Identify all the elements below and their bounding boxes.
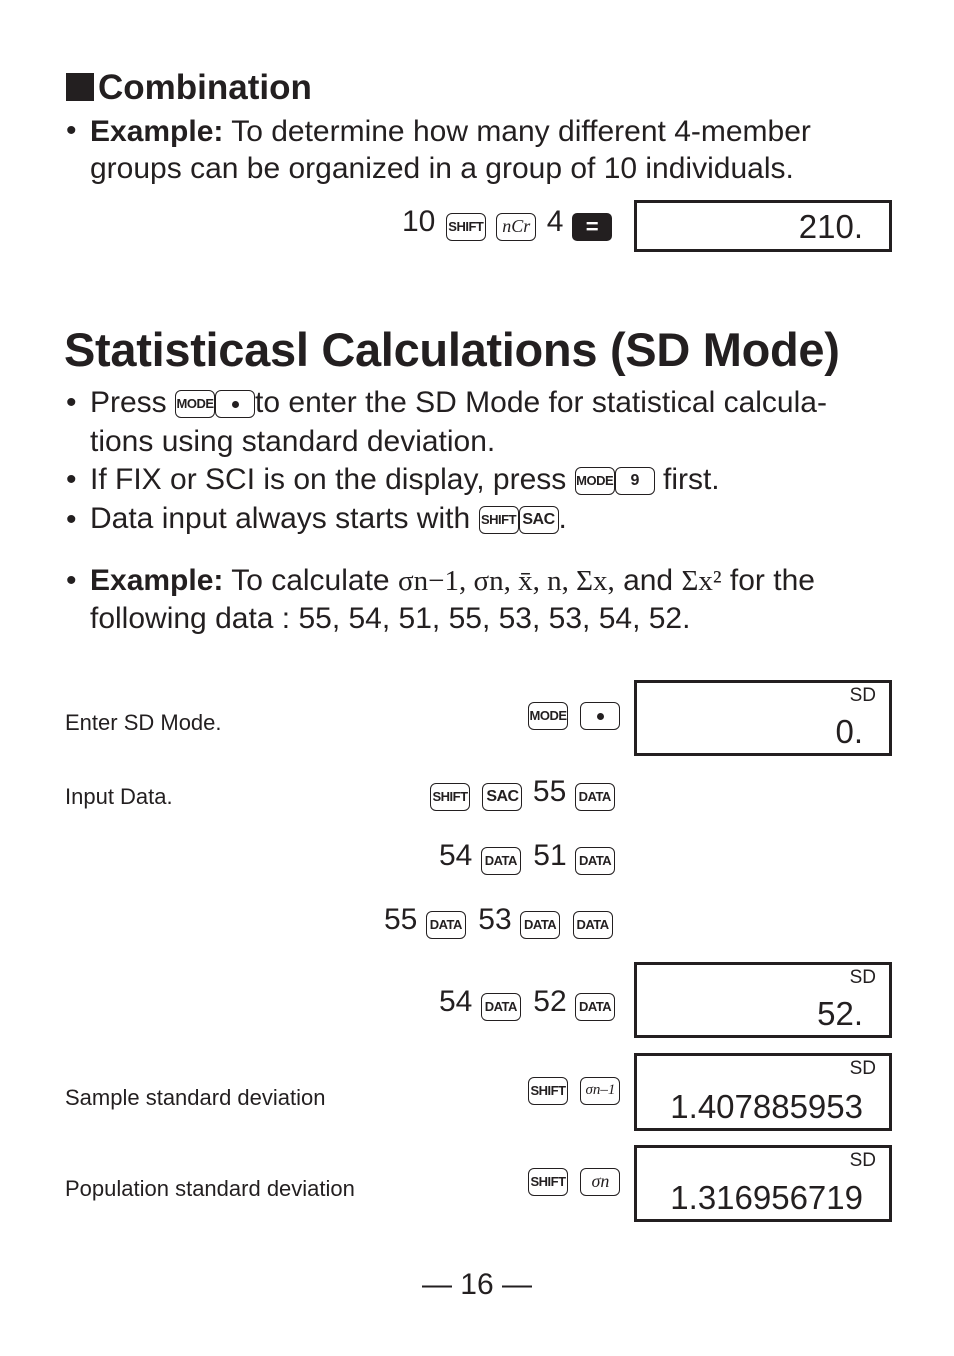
- data-value: 55: [384, 903, 418, 936]
- data-value: 53: [478, 903, 512, 936]
- display-value: 1.407885953: [670, 1088, 863, 1125]
- combination-heading: [66, 68, 312, 108]
- example-text-pre: To calculate: [231, 564, 390, 597]
- data-value: 52: [533, 985, 567, 1018]
- step-keys-input-row3: [384, 903, 613, 939]
- step-keys-enter-sd: [528, 702, 620, 730]
- sd-bullet2: [90, 461, 720, 499]
- sigma-n-minus-1-key[interactable]: σn–1: [580, 1077, 620, 1105]
- bullet3-text-pre: Data input always starts with: [90, 502, 471, 535]
- nine-key[interactable]: 9: [615, 467, 655, 495]
- sigma-n-key[interactable]: σn: [580, 1168, 620, 1196]
- combination-example-line1: [90, 113, 811, 151]
- step-keys-input-row4: [439, 985, 615, 1021]
- bullet3-text-post: .: [558, 502, 567, 535]
- step-label-input-data: Input Data.: [65, 784, 173, 809]
- data-key[interactable]: DATA: [426, 911, 466, 939]
- example-symbols: σn−1, σn, x̄, n, Σx,: [397, 565, 615, 597]
- sd-bullet3: [90, 500, 567, 538]
- mode-key[interactable]: MODE: [175, 390, 215, 418]
- combination-title: Combination: [98, 68, 312, 107]
- dot-icon: [232, 401, 239, 408]
- data-value: 55: [532, 775, 567, 808]
- shift-key[interactable]: SHIFT: [528, 1077, 568, 1105]
- mode-key[interactable]: MODE: [528, 702, 568, 730]
- dot-icon: [597, 713, 604, 720]
- sd-example-line2: following data : 55, 54, 51, 55, 53, 53, 54, 52.: [90, 602, 691, 635]
- data-key[interactable]: DATA: [481, 993, 521, 1021]
- data-key[interactable]: DATA: [575, 847, 615, 875]
- step-keys-input-row1: [430, 775, 615, 811]
- square-bullet-icon: [66, 73, 94, 101]
- dot-key[interactable]: [215, 390, 255, 418]
- step-keys-sample-sd: [528, 1077, 620, 1105]
- sd-indicator: SD: [849, 1150, 876, 1171]
- sac-key[interactable]: SAC: [482, 783, 522, 811]
- sd-bullet1: [90, 384, 827, 422]
- combination-display-value: 210.: [798, 208, 863, 245]
- bullet-dot: •: [66, 463, 77, 496]
- display-input-data: [634, 962, 892, 1038]
- bullet2-text-post: first.: [662, 463, 720, 496]
- mode-key[interactable]: MODE: [575, 467, 615, 495]
- combination-keystrokes: [402, 205, 612, 241]
- example-text: To determine how many different 4-member: [231, 115, 811, 148]
- data-key[interactable]: DATA: [575, 993, 615, 1021]
- display-enter-sd: [634, 680, 892, 756]
- step-keys-population-sd: [528, 1168, 620, 1196]
- sd-indicator: SD: [849, 967, 876, 988]
- bullet1-text-pre: Press: [90, 386, 167, 419]
- example-label: Example:: [90, 115, 224, 148]
- bullet-dot: •: [66, 114, 77, 147]
- bullet1-text-post: to enter the SD Mode for statistical calcula-: [255, 386, 827, 419]
- combination-display: [634, 200, 892, 252]
- combination-example-line2: groups can be organized in a group of 10 individuals.: [90, 152, 794, 185]
- dot-key[interactable]: [580, 702, 620, 730]
- bullet2-text-pre: If FIX or SCI is on the display, press: [90, 463, 567, 496]
- shift-key[interactable]: SHIFT: [446, 213, 486, 241]
- display-value: 0.: [835, 713, 863, 750]
- sd-indicator: SD: [849, 685, 876, 706]
- sd-bullet1-line2: tions using standard deviation.: [90, 425, 496, 458]
- data-value: 54: [439, 985, 473, 1018]
- data-key[interactable]: DATA: [481, 847, 521, 875]
- step-label-population-sd: Population standard deviation: [65, 1176, 355, 1201]
- ncr-key[interactable]: nCr: [496, 213, 536, 241]
- example-label: Example:: [90, 564, 224, 597]
- sd-section-title: Statisticasl Calculations (SD Mode): [64, 323, 840, 376]
- digit-10: 10: [402, 205, 436, 238]
- step-label-enter-sd: Enter SD Mode.: [65, 710, 222, 735]
- display-sample-sd: [634, 1053, 892, 1131]
- bullet-dot: •: [66, 503, 77, 536]
- data-key[interactable]: DATA: [520, 911, 560, 939]
- equals-key[interactable]: =: [572, 213, 612, 241]
- sd-example-line1: [90, 562, 815, 600]
- digit-4: 4: [546, 205, 564, 238]
- shift-key[interactable]: SHIFT: [479, 506, 519, 534]
- step-label-sample-sd: Sample standard deviation: [65, 1085, 326, 1110]
- shift-key[interactable]: SHIFT: [528, 1168, 568, 1196]
- data-value: 54: [439, 839, 473, 872]
- display-value: 1.316956719: [670, 1179, 863, 1216]
- example-and: and: [623, 564, 674, 597]
- data-key[interactable]: DATA: [573, 911, 613, 939]
- page-number: — 16 —: [421, 1268, 533, 1301]
- data-key[interactable]: DATA: [575, 783, 615, 811]
- display-population-sd: [634, 1145, 892, 1222]
- bullet-dot: •: [66, 564, 77, 597]
- bullet-dot: •: [66, 386, 77, 419]
- display-value: 52.: [817, 995, 863, 1032]
- example-text-post: for the: [729, 564, 815, 597]
- sd-indicator: SD: [849, 1058, 876, 1079]
- data-value: 51: [533, 839, 567, 872]
- step-keys-input-row2: [439, 839, 615, 875]
- sac-key[interactable]: SAC: [519, 506, 559, 534]
- shift-key[interactable]: SHIFT: [430, 783, 470, 811]
- example-sym2: Σx²: [681, 565, 722, 597]
